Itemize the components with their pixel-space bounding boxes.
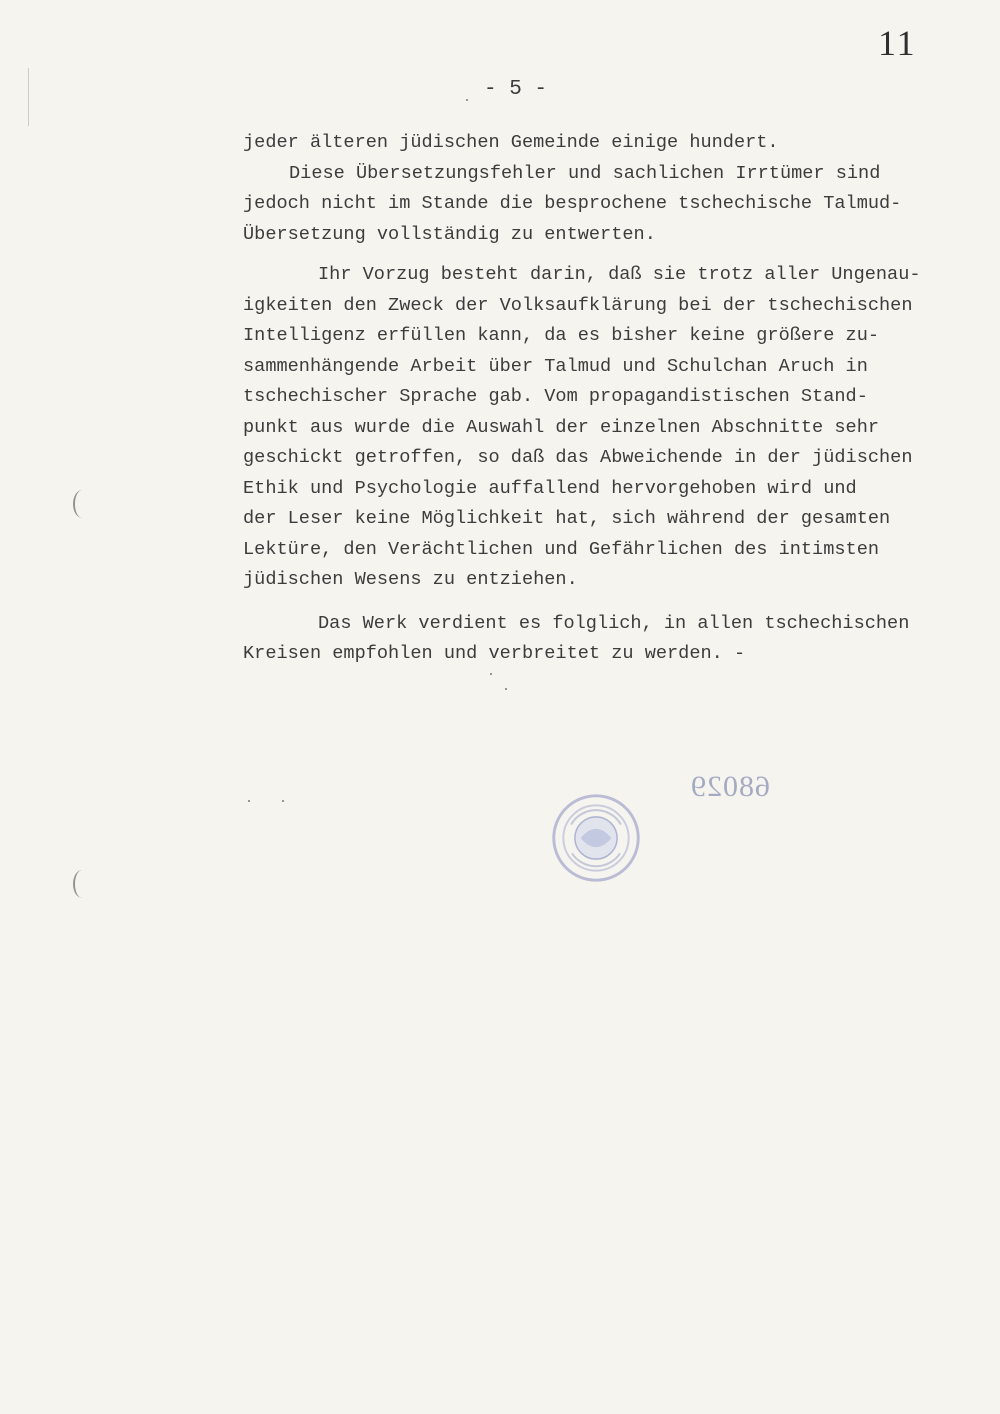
text-line: sammenhängende Arbeit über Talmud und Schulchan Aruch in xyxy=(243,355,868,377)
typewriter-speck xyxy=(505,688,507,690)
text-line: jeder älteren jüdischen Gemeinde einige hundert. xyxy=(243,132,779,153)
folio-number: 11 xyxy=(878,23,917,63)
archive-seal-icon xyxy=(548,790,644,886)
text-line: Das Werk verdient es folglich, in allen tschechischen xyxy=(318,612,910,634)
page-number: - 5 - xyxy=(484,78,548,101)
typewriter-speck xyxy=(282,800,284,802)
text-line: tschechischer Sprache gab. Vom propagandistischen Stand- xyxy=(243,386,868,407)
text-line: Ethik und Psychologie auffallend hervorgehoben wird und xyxy=(243,477,857,499)
text-line: geschickt getroffen, so daß das Abweichende in der jüdischen xyxy=(243,447,913,468)
text-line: punkt aus wurde die Auswahl der einzelnen Abschnitte sehr xyxy=(243,416,880,438)
text-line: jedoch nicht im Stande die besprochene tschechische Talmud- xyxy=(243,193,902,214)
paragraph-gap xyxy=(243,596,978,609)
typewriter-speck xyxy=(466,99,468,101)
body-text xyxy=(243,128,978,670)
punch-hole-mark xyxy=(73,490,91,518)
typewriter-speck xyxy=(490,673,492,675)
text-line: der Leser keine Möglichkeit hat, sich während der gesamten xyxy=(243,508,891,529)
text-line: igkeiten den Zweck der Volksaufklärung bei der tschechischen xyxy=(243,294,913,316)
paragraph-gap xyxy=(243,250,978,260)
text-line: Kreisen empfohlen und verbreitet zu werden. - xyxy=(243,643,746,664)
text-line: jüdischen Wesens zu entziehen. xyxy=(243,569,578,590)
margin-mark xyxy=(28,68,37,126)
text-line: Ihr Vorzug besteht darin, daß sie trotz aller Ungenau- xyxy=(318,264,921,285)
text-line: Diese Übersetzungsfehler und sachlichen Irrtümer sind xyxy=(289,162,881,184)
text-line: Intelligenz erfüllen kann, da es bisher keine größere zu- xyxy=(243,325,880,346)
text-line: Lektüre, den Verächtlichen und Gefährlichen des intimsten xyxy=(243,538,880,560)
punch-hole-mark xyxy=(73,870,91,898)
typewriter-speck xyxy=(248,800,250,802)
stamp-number: 68029 xyxy=(690,770,770,803)
text-line: Übersetzung vollständig zu entwerten. xyxy=(243,223,656,245)
